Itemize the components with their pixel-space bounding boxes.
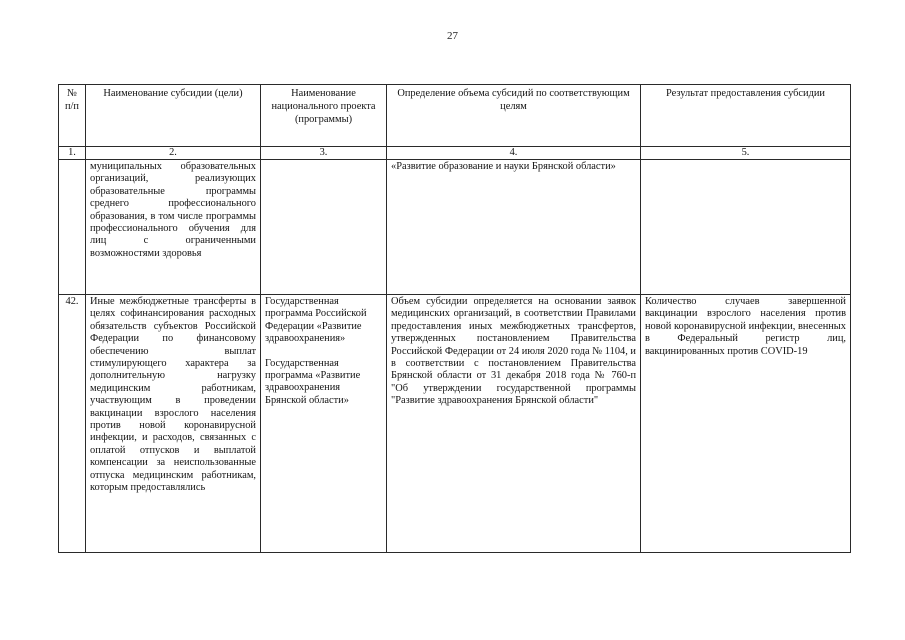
- column-number: 5.: [641, 147, 851, 160]
- definition-cell: «Развитие образование и науки Брянской области»: [387, 160, 641, 295]
- column-number: 4.: [387, 147, 641, 160]
- subsidy-name-cell: муниципальных образовательных организаций, реализующих образовательные программы среднего профессионального образования, в том числе программы профессионального обучения для лиц с ограниченными возможностями здоровья: [86, 160, 261, 295]
- column-number: 2.: [86, 147, 261, 160]
- table-row: [59, 160, 851, 295]
- header-num: № п/п: [59, 85, 86, 147]
- header-volume-definition: Определение объема субсидий по соответствующим целям: [387, 85, 641, 147]
- page-number: 27: [447, 30, 458, 42]
- column-number: 1.: [59, 147, 86, 160]
- column-number-row: [59, 147, 851, 160]
- project-cell: [261, 295, 387, 553]
- row-num-cell: 42.: [59, 295, 86, 553]
- result-cell: Количество случаев завершенной вакцинации взрослого населения против новой коронавирусной инфекции, внесенных в Федеральный регистр лиц, вакцинированных против COVID-19: [641, 295, 851, 553]
- table-header-row: [59, 85, 851, 147]
- header-subsidy-name: Наименование субсидии (цели): [86, 85, 261, 147]
- table-row: [59, 295, 851, 553]
- project-regional-program: Государственная программа «Развитие здравоохранения Брянской области»: [265, 357, 361, 406]
- definition-cell: Объем субсидии определяется на основании заявок медицинских организаций, в соответствии Правилами предоставления иных межбюджетных трансфертов, утвержденных постановлением Правительства Российской Федерации от 24 июля 2020 года № 1104, и в соответствии с постановлением Правительства Брянской области от 31 декабря 2018 года № 760-п "Об утверждении государственной программы "Развитие здравоохранения Брянской области": [387, 295, 641, 553]
- subsidy-name-cell: Иные межбюджетные трансферты в целях софинансирования расходных обязательств субъектов Российской Федерации по финансовому обеспечению выплат стимулирующего характера за дополнительную нагрузку медицинским работникам, участвующим в проведении вакцинации взрослого населения против новой коронавирусной инфекции, и расходов, связанных с оплатой отпусков и выплатой компенсации за неиспользованные отпуска медицинским работникам, которым предоставлялись: [86, 295, 261, 553]
- subsidy-table: [58, 84, 851, 553]
- column-number: 3.: [261, 147, 387, 160]
- header-result: Результат предоставления субсидии: [641, 85, 851, 147]
- project-cell: [261, 160, 387, 295]
- project-federal-program: Государственная программа Российской Федерации «Развитие здравоохранения»: [265, 296, 367, 345]
- header-national-project: Наименование национального проекта (программы): [261, 85, 387, 147]
- result-cell: [641, 160, 851, 295]
- row-num-cell: [59, 160, 86, 295]
